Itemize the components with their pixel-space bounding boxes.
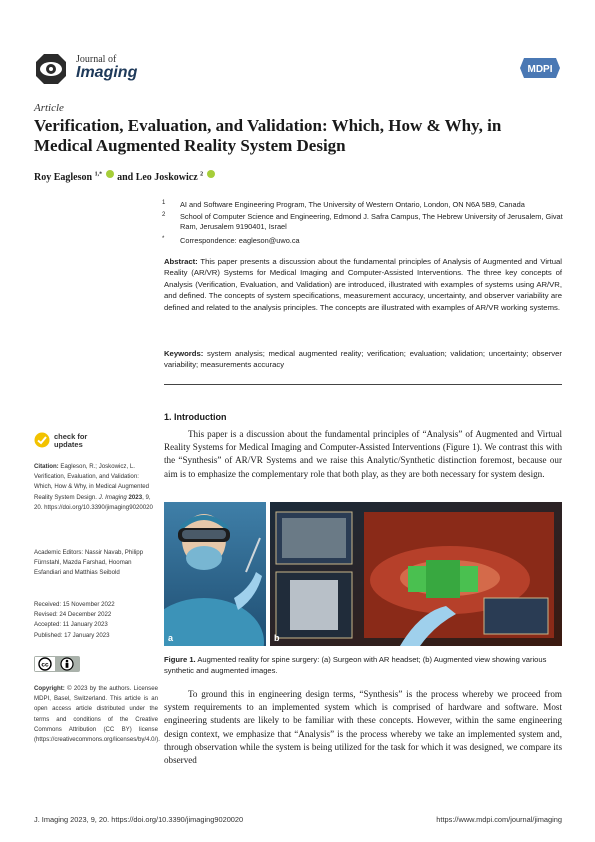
intro-paragraph-1: This paper is a discussion about the fundamental principles of “Analysis” of Augmented and Virtual Reality Systems for Medical Imaging and Computer-Assisted Interventions (Figure 1). We contrast this with the “Synthesis” of AR/VR Systems and we raise this Analytic/Synthetic distinction foremost, because our aim is to emphasize the complementary role that both play, as they are both necessary for system design. xyxy=(164,429,562,479)
editors-names: Nassir Navab, Philipp Fürnstahl, Mazda Farshad, Hooman Esfandiari and Matthias Seibold xyxy=(34,549,144,577)
section-divider xyxy=(164,384,562,385)
citation-doi-link[interactable]: , 9, 20. https://doi.org/10.3390/jimaging9020020 xyxy=(34,493,153,511)
abstract-label: Abstract: xyxy=(164,257,198,266)
intro-paragraph-2: To ground this in engineering design terms, “Synthesis” is the process whereby we proceed from system requirements to an implemented system which is comprised of hardware and software. Most engineering students are likely to be familiar with these concepts. However, within the same engineering design context, we emphasize that “Analysis” is the process whereby we take an implemented system and, through observation while the system is being utilized for the task for which it was designed, we compare its observed xyxy=(164,689,562,766)
article-type: Article xyxy=(34,102,64,114)
augmented-view-image xyxy=(270,502,562,646)
figure-caption-text: Augmented reality for spine surgery: (a) Surgeon with AR headset; (b) Augmented view showing various synthetic and augmented images. xyxy=(164,655,547,676)
footer-citation[interactable]: J. Imaging 2023, 9, 20. https://doi.org/10.3390/jimaging9020020 xyxy=(34,815,244,824)
figure-panel-a xyxy=(164,502,266,646)
paper-title: Verification, Evaluation, and Validation: Which, How & Why, in Medical Augmented Reality System Design xyxy=(34,116,502,155)
copyright-block xyxy=(34,684,158,745)
journal-name: Imaging xyxy=(76,64,138,81)
author-name[interactable]: Roy Eagleson xyxy=(34,172,93,183)
authors-conjunction: and xyxy=(117,172,134,183)
abstract xyxy=(164,256,562,313)
date-revised: Revised: 24 December 2022 xyxy=(34,611,112,619)
orcid-icon[interactable] xyxy=(207,170,215,178)
affiliation-text: School of Computer Science and Engineering, Edmond J. Safra Campus, The Hebrew University of Jerusalem, Givat Ram, Jerusalem 9190401, Israel xyxy=(180,212,563,231)
footer-journal-link[interactable]: https://www.mdpi.com/journal/jimaging xyxy=(436,815,562,824)
citation-text: Eagleson, R.; Joskowicz, L. Verification, Evaluation, and Validation: Which, How & Why, in Medical Augmented Reality System Design. xyxy=(34,463,150,501)
svg-text:MDPI: MDPI xyxy=(527,64,553,75)
citation-label: Citation: xyxy=(34,463,59,470)
affiliation-text: AI and Software Engineering Program, The University of Western Ontario, London, ON N6A 5B9, Canada xyxy=(180,200,525,209)
surgeon-ar-headset-image xyxy=(164,502,266,646)
check-updates-icon xyxy=(34,432,50,448)
academic-editors xyxy=(34,548,158,579)
copyright-text: © 2023 by the authors. Licensee MDPI, Basel, Switzerland. This article is an open access article distributed under the terms and conditions of the Creative Commons Attribution (CC BY) license (https://creativecommons.org/licenses/by/4.0/). xyxy=(34,685,160,744)
citation-journal: J. Imaging xyxy=(98,493,127,501)
dates-block xyxy=(34,600,158,641)
figure-panel-label: a xyxy=(168,633,174,643)
figure-caption xyxy=(164,654,562,676)
keywords xyxy=(164,348,562,371)
author-list xyxy=(34,170,216,183)
figure-caption-label: Figure 1. xyxy=(164,655,196,664)
abstract-text: This paper presents a discussion about the fundamental principles of Analysis of Augmented and Virtual Reality (AR/VR) Systems for Medical Imaging and Computer-Assisted Interventions. The three key concepts of Analysis (Verification, Evaluation, and Validation) are introduced, illustrated with examples of systems using AR/VR, and defined. The concepts of system specifications, measurement accuracy, uncertainty, and observer variability are defined and related to the analysis principles. The concepts are illustrated with examples of AR/VR working systems. xyxy=(164,257,562,312)
citation-year: 2023 xyxy=(128,493,143,501)
orcid-icon[interactable] xyxy=(106,170,114,178)
journal-logo xyxy=(34,52,68,86)
keywords-text: system analysis; medical augmented reality; verification; evaluation; validation; uncertainty; observer variability; measurements accuracy xyxy=(164,349,562,370)
date-received: Received: 15 November 2022 xyxy=(34,601,115,608)
author-affiliation-sup: 2 xyxy=(200,171,204,178)
date-published: Published: 17 January 2023 xyxy=(34,631,110,639)
citation-block xyxy=(34,462,158,513)
figure-panel-label: b xyxy=(274,633,280,643)
keywords-label: Keywords: xyxy=(164,349,204,358)
journal-label: Journal of xyxy=(76,54,117,65)
affiliation-number: 1 xyxy=(162,200,166,206)
editors-label: Academic Editors: xyxy=(34,549,84,556)
svg-text:cc: cc xyxy=(41,661,49,669)
check-updates-label: check for updates xyxy=(54,432,88,449)
cc-by-license-icon[interactable] xyxy=(34,656,80,672)
mdpi-logo[interactable] xyxy=(518,56,562,80)
section-heading-introduction: 1. Introduction xyxy=(164,412,227,422)
copyright-label: Copyright: xyxy=(34,685,65,692)
figure-panel-b xyxy=(270,502,562,646)
author-affiliation-sup: 1,* xyxy=(94,171,103,178)
affiliation-number: 2 xyxy=(162,212,166,218)
date-accepted: Accepted: 11 January 2023 xyxy=(34,621,108,629)
author-name[interactable]: Leo Joskowicz xyxy=(135,172,198,183)
correspondence-text[interactable]: Correspondence: eagleson@uwo.ca xyxy=(180,236,300,245)
affiliation-number: * xyxy=(162,236,165,242)
check-for-updates-button[interactable] xyxy=(34,432,104,454)
